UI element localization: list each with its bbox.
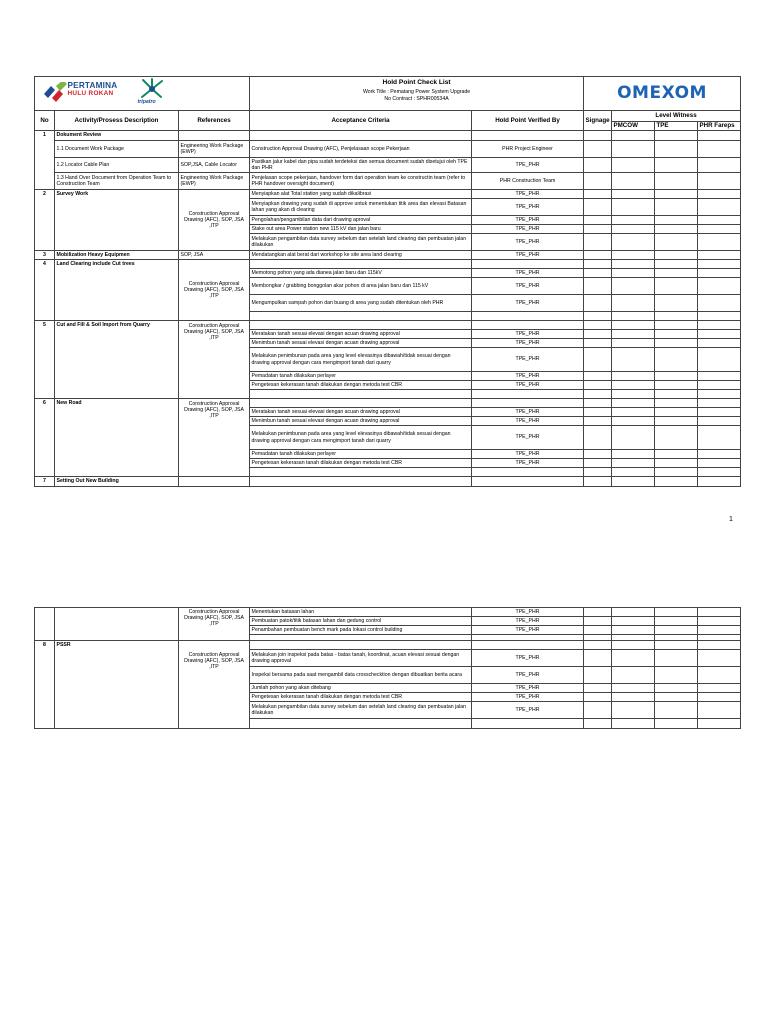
col-header-references: References <box>179 111 250 131</box>
table-row: Penambahan pembuatan bench mark pada lokasi control building TPE_PHR <box>35 626 741 635</box>
table-row: 6 New Road Construction Approval Drawing (AFC), SOP, JSA ,ITP <box>35 399 741 408</box>
table-row: 2 Survey Work Construction Approval Drawing (AFC), SOP, JSA ,ITP Menyiapkan alat Total station yang sudah dikalibrasi TPE_PHR <box>35 190 741 199</box>
table-row: Menimbun tanah sesuai elevasi dengan acuan drawing approval TPE_PHR <box>35 339 741 348</box>
omexom-logo: OMEXOM <box>617 83 707 104</box>
table-row: Construction Approval Drawing (AFC), SOP, JSA ,ITP Menentukan batasan lahan TPE_PHR <box>35 608 741 617</box>
table-row: Pengetesan kekerasan tanah dilakukan dengan metoda test CBR TPE_PHR <box>35 381 741 390</box>
col-header-phr: PHR Fareps <box>698 122 741 131</box>
table-row: Pengolahan/pengambilan data dari drawing aproval TPE_PHR <box>35 216 741 225</box>
contract-number: No Contract : SPHR00534A <box>384 95 449 102</box>
table-row: 8 PSSR Construction Approval Drawing (AFC), SOP, JSA ,ITP <box>35 641 741 650</box>
table-row: Melakukan join inspeksi pada batas - batas tanah, koordinat, acuan elevasi sesuai dengan drawing approval TPE_PHR <box>35 650 741 667</box>
table-row: 7 Setting Out New Building <box>35 477 741 487</box>
pertamina-logo-icon <box>42 82 70 104</box>
table-row: Melakukan penimbunan pada area yang level elevasinya dibawah/tidak sesuai dengan drawing approval dengan cara mengimport tanah dari quarry TPE_PHR <box>35 348 741 372</box>
hold-point-table-page1 <box>34 76 741 487</box>
table-row: 1.1 Document Work Package Engineering Work Package (EWP) Construction Approval Drawing (AFC), Penjelasaan scope Pekerjaan PHR Project Engineer <box>35 141 741 158</box>
table-row: 4 Land Clearing include Cut trees Construction Approval Drawing (AFC), SOP, JSA ,ITP <box>35 260 741 269</box>
pertamina-logo-subtext: HULU ROKAN <box>67 90 114 97</box>
table-row: 1 Dokument Review <box>35 131 741 141</box>
tripatro-logo-icon <box>139 78 165 100</box>
work-title: Work Title : Pematang Power System Upgrade <box>362 88 471 95</box>
table-row: 3 Mobilization Heavy Equipmen SOP, JSA Mendatangkan alat berat dari workshop ke site area land clearing TPE_PHR <box>35 251 741 260</box>
omexom-logo-area <box>584 77 741 111</box>
table-row: Membongkar / grabbing bonggolan akar pohon di area jalan baru dan 115 kV TPE_PHR <box>35 278 741 295</box>
table-row: Jumlah pohon yang akan ditebang TPE_PHR <box>35 684 741 693</box>
table-row: Pengetesan kekerasan tanah dilakukan dengan metoda test CBR TPE_PHR <box>35 459 741 468</box>
table-row: Memotong pohon yang ada dianea jalan baru dan 115kV TPE_PHR <box>35 269 741 278</box>
page-number: 1 <box>729 516 733 523</box>
col-header-signage: Signage <box>584 111 612 131</box>
logo-area <box>35 77 250 111</box>
table-row: Pemadatan tanah dilakukan perlayer TPE_PHR <box>35 372 741 381</box>
col-header-pmcow: PMCOW <box>612 122 655 131</box>
table-row: Inspeksi bersama pada saat mengambil data crosschecktion dengan dibuatkan berita acara TPE_PHR <box>35 667 741 684</box>
table-row: Meratakan tanah sesuai elevasi dengan acuan drawing approval TPE_PHR <box>35 330 741 339</box>
tripatro-logo-text: tripatro <box>137 99 156 105</box>
table-row: Melakukan pengambilan data survey sebelum dan setelah land clearing dan pembuatan jalan dilakukan TPE_PHR <box>35 702 741 719</box>
col-header-no: No <box>35 111 55 131</box>
table-row: Meratakan tanah sesuai elevasi dengan acuan drawing approval TPE_PHR <box>35 408 741 417</box>
col-header-level-witness: Level Witness <box>612 111 741 122</box>
document-title-block <box>250 77 584 111</box>
table-row: Pembuatan patok/titik batasan lahan dan gedung control TPE_PHR <box>35 617 741 626</box>
col-header-criteria: Acceptance Criteria <box>250 111 472 131</box>
table-row: Mengumpulkan sampah pohon dan buang di area yang sudah ditentukan oleh PHR TPE_PHR <box>35 295 741 312</box>
table-row: 1.3 Hand Over Document from Operation Team to Construction Team Engineering Work Package (EWP) Penjelasan scope pekerjaan, handover form dari operation team ke constructin team (refer to PHR handover oversight document) PHR Construction Team <box>35 173 741 190</box>
table-row: Stake out area Power station new 115 kV dan jalan baru TPE_PHR <box>35 225 741 234</box>
table-row: Melakukan penimbunan pada area yang level elevasinya dibawah/tidak sesuai dengan drawing approval dengan cara mengimport tanah dari quarry TPE_PHR <box>35 426 741 450</box>
col-header-activity: Activity/Prosess Description <box>55 111 179 131</box>
hold-point-table-page2 <box>34 607 741 729</box>
col-header-tpe: TPE <box>655 122 698 131</box>
table-row: 1.2 Locator Cable Plan SOP,JSA, Cable Locator Pastikan jalur kabel dan pipa sudah terdeteksi dan semua document sudah disetujui oleh TPE dan PHR TPE_PHR <box>35 158 741 173</box>
table-row: Pemadatan tanah dilakukan perlayer TPE_PHR <box>35 450 741 459</box>
table-row: Pengetesan kekerasan tanah dilakukan dengan metoda test CBR TPE_PHR <box>35 693 741 702</box>
table-row: Menyiapkan drawing yang sudah di approve untuk menentukan titik area dan elevasi Batasan lahan yang akan di clearing TPE_PHR <box>35 199 741 216</box>
table-row: Menimbun tanah sesuai elevasi dengan acuan drawing approval TPE_PHR <box>35 417 741 426</box>
table-row: 5 Cut and Fill & Soil Import from Quarry Construction Approval Drawing (AFC), SOP, JSA ,ITP <box>35 321 741 330</box>
document-title: Hold Point Check List <box>382 79 451 86</box>
pertamina-logo-text: PERTAMINA <box>67 81 118 90</box>
table-row: Melakukan pengambilan data survey sebelum dan setelah land clearing dan pembuatan jalan dilakukan TPE_PHR <box>35 234 741 251</box>
col-header-verified: Hold Point Verified By <box>472 111 584 131</box>
